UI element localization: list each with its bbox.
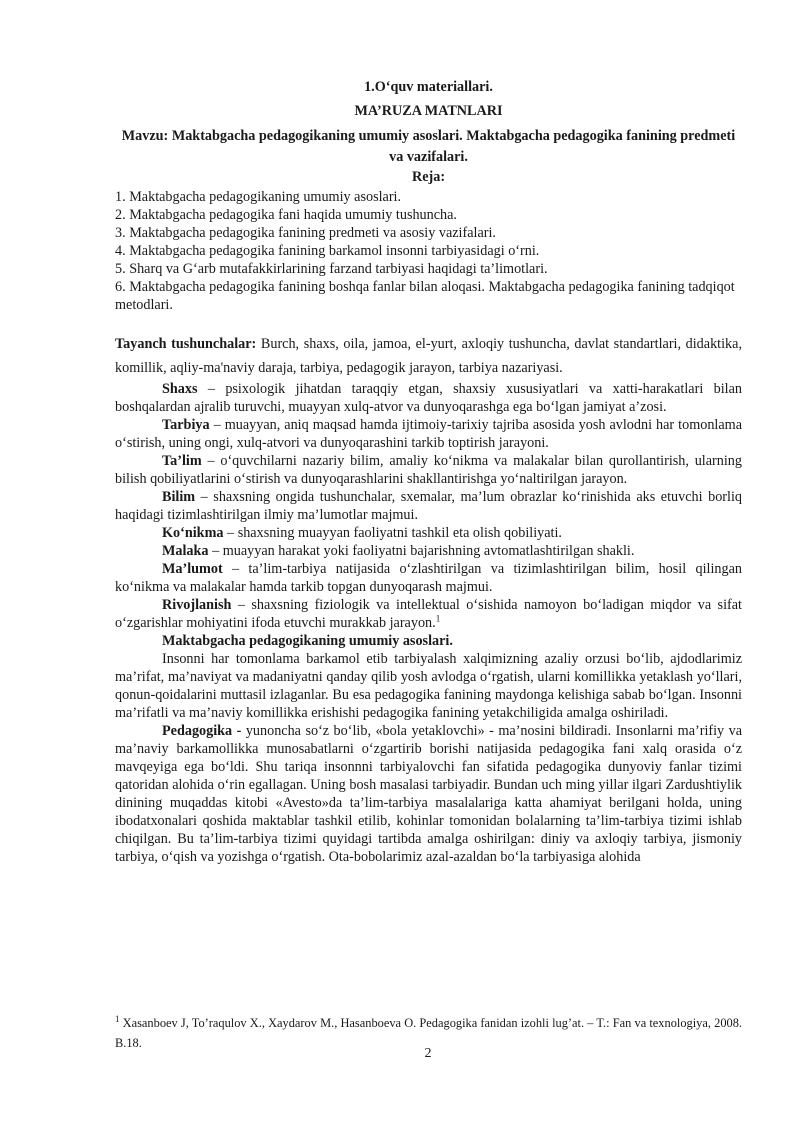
definition-term: Bilim: [162, 489, 196, 505]
footnote-text: Xasanboev J, To’raqulov X., Xaydarov M., Hasanboeva O. Pedagogika fanidan izohli lug’at. – T.: Fan va texnologiya, 2008. B.18.: [115, 1016, 742, 1050]
section-title: 1.O‘quv materiallari.: [364, 79, 493, 95]
definition-paragraph: [115, 542, 742, 560]
plan-item: 3. Maktabgacha pedagogika fanining predmeti va asosiy vazifalari.: [115, 225, 496, 241]
plan-item: 4. Maktabgacha pedagogika fanining barkamol insonni tarbiyasidagi o‘rni.: [115, 243, 540, 259]
definition-text: – muayyan harakat yoki faoliyatni bajarishning avtomatlashtirilgan shakli.: [208, 543, 635, 559]
definition-paragraph: [115, 380, 742, 416]
lecture-title: MA’RUZA MATNLARI: [354, 103, 503, 119]
definition-paragraph: [115, 524, 742, 542]
definition-text: – ta’lim-tarbiya natijasida o‘zlashtirilgan va tizimlashtirilgan bilim, hosil qilingan ko‘nikma va malakalar hamda tarkib topgan dunyoqarash majmui.: [115, 561, 742, 595]
footnote-reference: 1: [435, 613, 441, 624]
definition-text: – shaxsning ongida tushunchalar, sxemalar, ma’lum obrazlar ko‘rinishida aks etuvchi borliq haqidagi tizimlashtirilgan ilmiy ma’lumotlar majmui.: [115, 489, 742, 523]
plan-item: 1. Maktabgacha pedagogikaning umumiy asoslari.: [115, 189, 402, 205]
definition-term: Rivojlanish: [162, 597, 232, 613]
definition-term: Shaxs: [162, 381, 198, 397]
plan-list: [115, 188, 742, 314]
key-terms-text: Burch, shaxs, oila, jamoa, el-yurt, axloqiy tushuncha, davlat standartlari, didaktika, komillik, aqliy-ma'naviy daraja, tarbiya, pedagogik jarayon, tarbiya nazariyasi.: [115, 336, 742, 376]
definition-text: – shaxsning muayyan faoliyatni tashkil eta olish qobiliyati.: [223, 525, 562, 541]
definition-term: Malaka: [162, 543, 209, 559]
definition-text: – o‘quvchilarni nazariy bilim, amaliy ko‘nikma va malakalar bilan qurollantirish, ularning bilish qobiliyatlarini o‘stirish va dunyoqarashlarini shakllantirishga yo‘naltirilgan jarayon.: [115, 453, 742, 487]
key-terms-paragraph: [115, 332, 742, 380]
plan-label: Reja:: [411, 169, 446, 185]
definition-paragraph: [115, 452, 742, 488]
paragraph-text: yunoncha so‘z bo‘lib, «bola yetaklovchi» - ma’nosini bildiradi. Insonlarni ma’rifiy va ma’naviy barkamollikka munosabatlarni o‘zgartirib borishi natijasida pedagogika fani xalq orasida o‘z mavqeyiga ega bo‘ldi. Shu tariqa insonnni tarbiyalovchi fan sifatida pedagogika dunyoviy fanlar tizimi qatoridan alohida o‘rin egallagan. Uning bosh masalasi tarbiyadir. Bundan uch ming yillar ilgari Zardushtiylik dinining muqaddas kitobi «Avesto»da ta’lim-tarbiya masalalariga katta ahamiyat berilgani holda, uning ibodatxonalari qoshida maktablar tashkil etilib, kohinlar tomonidan bolalarning ta’lim-tarbiya tizimi ishlab chiqilgan. Bu ta’lim-tarbiya tizimi quyidagi tartibda amalga oshirilgan: diniy va axloqiy tarbiya, jismoniy tarbiya, o‘qish va yozishga o‘rgatish. Ota-bobolarimiz azal-azaldan bo‘la tarbiyasiga alohida: [115, 723, 742, 865]
definition-paragraph: [115, 488, 742, 524]
definition-text: – psixologik jihatdan taraqqiy etgan, shaxsiy xususiyatlari va xatti-harakatlari bilan boshqalardan ajralib turuvchi, muayyan xulq-atvor va dunyoqarashga ega bo‘lgan jamiyat a’zosi.: [115, 381, 742, 415]
definition-term: Ta’lim: [162, 453, 202, 469]
definition-paragraph: [115, 416, 742, 452]
paragraph-term: Pedagogika -: [162, 723, 242, 739]
definition-paragraph: [115, 596, 742, 632]
key-terms-label: Tayanch tushunchalar:: [115, 336, 257, 352]
document-page: [115, 78, 742, 866]
definition-term: Ma’lumot: [162, 561, 223, 577]
footnote-mark: 1: [115, 1013, 120, 1024]
topic-heading: Mavzu: Maktabgacha pedagogikaning umumiy asoslari. Maktabgacha pedagogika fanining predmeti va vazifalari.: [121, 128, 736, 165]
definition-term: Tarbiya: [162, 417, 210, 433]
definition-term: Ko‘nikma: [162, 525, 224, 541]
plan-item: 5. Sharq va G‘arb mutafakkirlarining farzand tarbiyasi haqidagi ta’limotlari.: [115, 261, 548, 277]
plan-item: 2. Maktabgacha pedagogika fani haqida umumiy tushuncha.: [115, 207, 457, 223]
body-paragraph: [115, 722, 742, 866]
definition-paragraph: [115, 560, 742, 596]
definition-text: – muayyan, aniq maqsad hamda ijtimoiy-tarixiy tajriba asosida yosh avlodni har tomonlama o‘stirish, uning ongi, xulq-atvori va dunyoqarashini tarkib toptirish jarayoni.: [115, 417, 742, 451]
section-heading: Maktabgacha pedagogikaning umumiy asoslari.: [162, 633, 453, 649]
body-paragraph: Insonni har tomonlama barkamol etib tarbiyalash xalqimizning azaliy orzusi bo‘lib, ajdodlarimiz ma’rifat, ma’naviyat va madaniyatni qanday qilib yosh avlodga o‘rgatish, ularni komillikka yetaklash yo‘llari, qonun-qoidalarini muttasil izlaganlar. Bu esa pedagogika fanining maydonga kelishiga sabab bo‘lgan. Insonni ma’rifatli va ma’naviy komillikka erishishi pedagogika fanining yetakchiligida amalga oshiriladi.: [115, 651, 742, 721]
plan-item: 6. Maktabgacha pedagogika fanining boshqa fanlar bilan aloqasi. Maktabgacha pedagogika fanining tadqiqot metodlari.: [115, 279, 735, 313]
page-number: 2: [424, 1046, 432, 1061]
definition-text: – shaxsning fiziologik va intellektual o‘sishida namoyon bo‘ladigan miqdor va sifat o‘zgarishlar mohiyatini ifoda etuvchi murakkab jarayon.: [115, 597, 742, 631]
